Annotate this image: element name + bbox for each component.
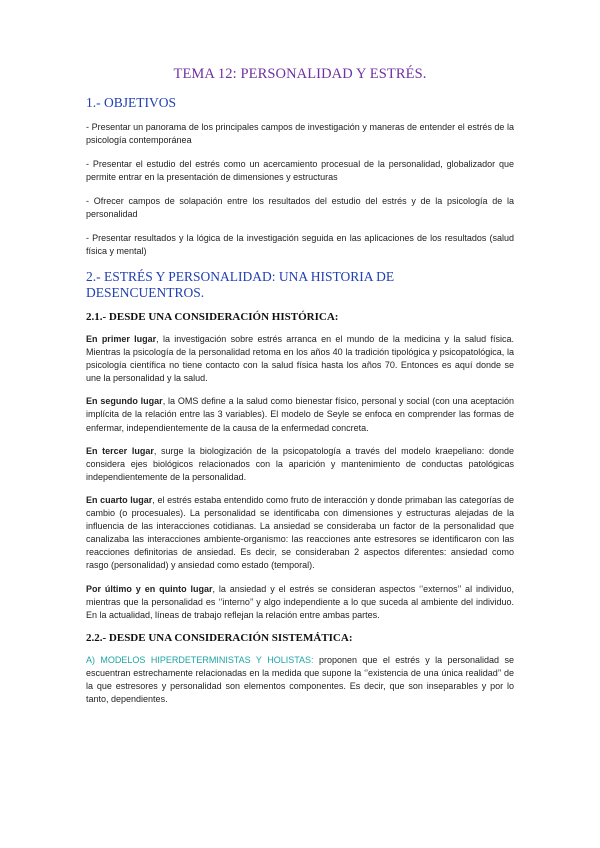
- document-title: TEMA 12: PERSONALIDAD Y ESTRÉS.: [173, 66, 427, 82]
- body-paragraph: [86, 494, 514, 573]
- paragraph-text: proponen que el estrés y la personalidad se escuentran estrechamente relacionadas en la medida que supone la ‘’existencia de una única realidad’’ de la que estresores y personalidad son elementos componentes. Es decir, que son inseparables y por lo tanto, dependientes.: [86, 654, 514, 705]
- paragraph-text: , el estrés estaba entendido como fruto de interacción y donde primaban las categorías de cambio (o procesuales). La personalidad se identificaba con dimensiones y estructuras alejadas de la influencia de las interacciones cotidianas. La ansiedad se consideraba un factor de la personalidad que canalizaba las interacciones ambiente-organismo: las reacciones ante estresores se identificaron con las reacciones definitorias de ansiedad. Es decir, se consideraban 2 aspectos diferentes: ansiedad como rasgo (personalidad) y ansiedad como estado (temporal).: [86, 494, 514, 571]
- paragraph-text: , la ansiedad y el estrés se consideran aspectos ‘’externos’’ al individuo, mientras que la personalidad es ‘’interno’’ y algo independiente a lo que suceda al ambiente del individuo. En la actualidad, líneas de trabajo reflejan la relación entre ambas partes.: [86, 583, 514, 620]
- objective-item: - Presentar resultados y la lógica de la investigación seguida en las aplicaciones de los resultados (salud física y mental): [86, 233, 514, 256]
- subsection-heading-historica: 2.1.- DESDE UNA CONSIDERACIÓN HISTÓRICA:: [86, 311, 339, 323]
- paragraph-lead-model: A) MODELOS HIPERDETERMINISTAS Y HOLISTAS:: [86, 654, 314, 665]
- subsection-heading-sistematica: 2.2.- DESDE UNA CONSIDERACIÓN SISTEMÁTICA:: [86, 631, 353, 644]
- body-paragraph: [86, 333, 514, 385]
- paragraph-text: , surge la biologización de la psicopatología a través del modelo kraepeliano: donde considera ejes biológicos relacionados con la aparición y mantenimiento de conductas patológicas independientemente de la personalidad.: [86, 445, 514, 482]
- paragraph-lead: Por último y en quinto lugar: [86, 583, 213, 594]
- objective-item: - Ofrecer campos de solapación entre los resultados del estudio del estrés y de la psicología de la personalidad: [86, 196, 514, 219]
- objective-item: - Presentar un panorama de los principales campos de investigación y maneras de entender el estrés de la psicología contemporánea: [86, 122, 514, 145]
- paragraph-text: , la OMS define a la salud como bienestar físico, personal y social (con una aceptación implícita de la relación entre las 3 variables). El modelo de Seyle se enfoca en comprender las formas de enfermar, independientemente de la causa de la enfermedad concreta.: [86, 396, 514, 433]
- paragraph-lead: En cuarto lugar: [86, 494, 153, 505]
- paragraph-lead: En tercer lugar: [86, 445, 154, 456]
- paragraph-lead: En segundo lugar: [86, 396, 163, 407]
- objective-item: - Presentar el estudio del estrés como un acercamiento procesual de la personalidad, globalizador que permite entrar en la presentación de dimensiones y estructuras: [86, 159, 514, 182]
- body-paragraph: [86, 583, 514, 622]
- section-heading-estres-personalidad: 2.- ESTRÉS Y PERSONALIDAD: UNA HISTORIA DE DESENCUENTROS.: [86, 269, 395, 300]
- paragraph-lead: En primer lugar: [86, 334, 157, 344]
- body-paragraph: [86, 395, 514, 434]
- section-heading-objetivos: 1.- OBJETIVOS: [86, 95, 176, 110]
- body-paragraph: [86, 654, 514, 706]
- paragraph-text: , la investigación sobre estrés arranca en el mundo de la medicina y la salud física. Mientras la psicología de la personalidad retoma en los años 40 la tradición tipológica y psicopatológica, la psicología científica no tiene contacto con la salud física hasta los años 70. Entonces es aquí donde se une la personalidad y la salud.: [86, 334, 514, 384]
- body-paragraph: [86, 445, 514, 484]
